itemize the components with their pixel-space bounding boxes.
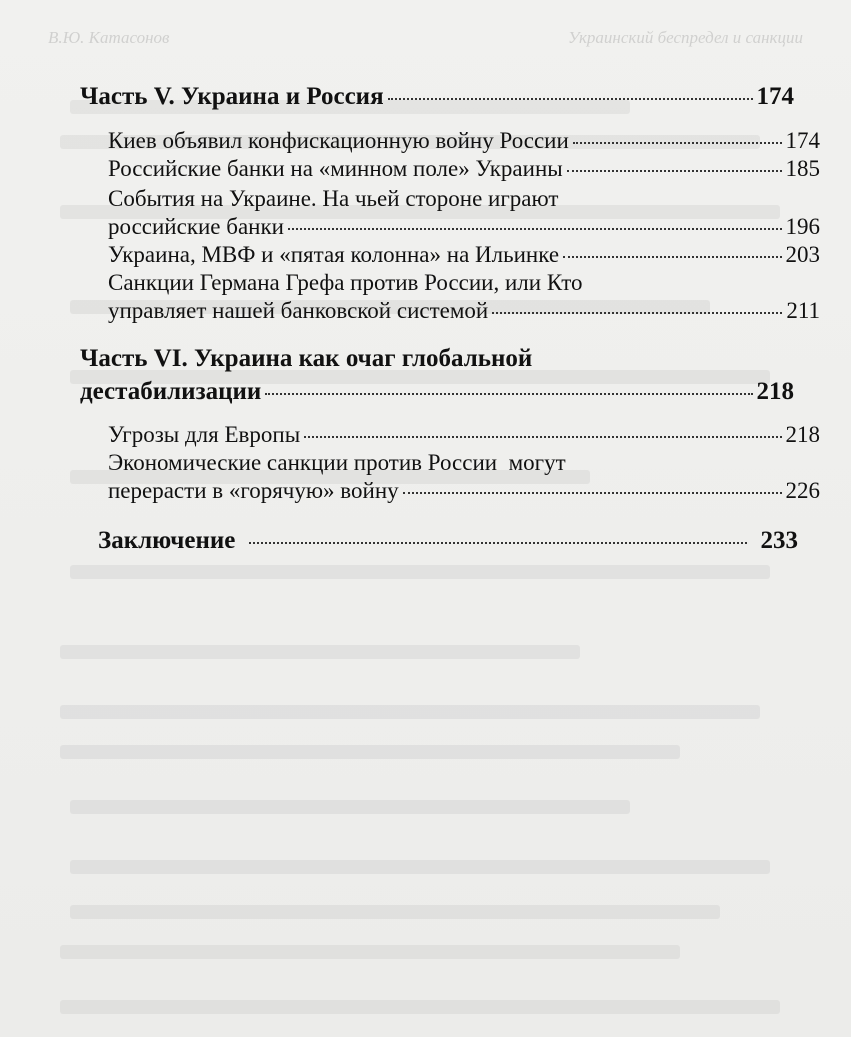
toc-item-title-line1: Санкции Германа Грефа против России, или Кто [108,270,583,295]
leader-dots [304,436,781,438]
toc-item-title: Российские банки на «минном поле» Украины [108,156,563,181]
toc-conclusion-title: Заключение [98,527,236,554]
running-head-title: Украинский беспредел и санкции [567,28,803,47]
toc-part-5 [80,83,794,111]
toc-item-title-line1: События на Украине. На чьей стороне играют [108,186,559,211]
toc-item-page: 211 [786,298,820,323]
leader-dots [403,492,782,494]
leader-dots [249,542,746,544]
leader-dots [492,312,782,314]
toc-item [108,422,820,448]
toc-item [108,128,820,154]
toc-part-6 [80,378,794,406]
leader-dots [563,256,781,258]
toc-conclusion-page: 233 [760,527,798,554]
toc-item [108,214,820,240]
leader-dots [288,228,782,230]
toc-item-page: 196 [785,214,820,239]
toc-item-page: 218 [785,422,820,447]
toc-item [108,478,820,504]
leader-dots [573,142,782,144]
toc-part-5-page: 174 [756,83,794,110]
toc-part-6-title-line1: Часть VI. Украина как очаг глобальной [80,345,533,372]
toc-conclusion [98,527,798,555]
toc-item-title-line2: управляет нашей банковской системой [108,298,489,323]
toc-part-5-title: Часть V. Украина и Россия [80,83,384,110]
toc-item-page: 174 [785,128,820,153]
toc-item [108,298,820,324]
toc-item-title: Украина, МВФ и «пятая колонна» на Ильинке [108,242,560,267]
toc-item-page: 203 [785,242,820,267]
leader-dots [265,393,752,395]
toc-item-title-line2: российские банки [108,214,284,239]
toc-item-title-line1: Экономические санкции против России могут [108,450,566,475]
toc-item-page: 226 [785,478,820,503]
toc-part-6-page: 218 [756,378,794,405]
leader-dots [567,170,782,172]
toc-item-page: 185 [785,156,820,181]
toc-item [108,156,820,182]
leader-dots [388,98,753,100]
toc-item-title: Киев объявил конфискационную войну России [108,128,569,153]
toc-item-title-line2: перерасти в «горячую» войну [108,478,399,503]
running-head-author: В.Ю. Катасонов [48,28,170,47]
toc-part-6-title-line2: дестабилизации [80,378,262,405]
toc-item [108,242,820,268]
toc-item-title: Угрозы для Европы [108,422,301,447]
